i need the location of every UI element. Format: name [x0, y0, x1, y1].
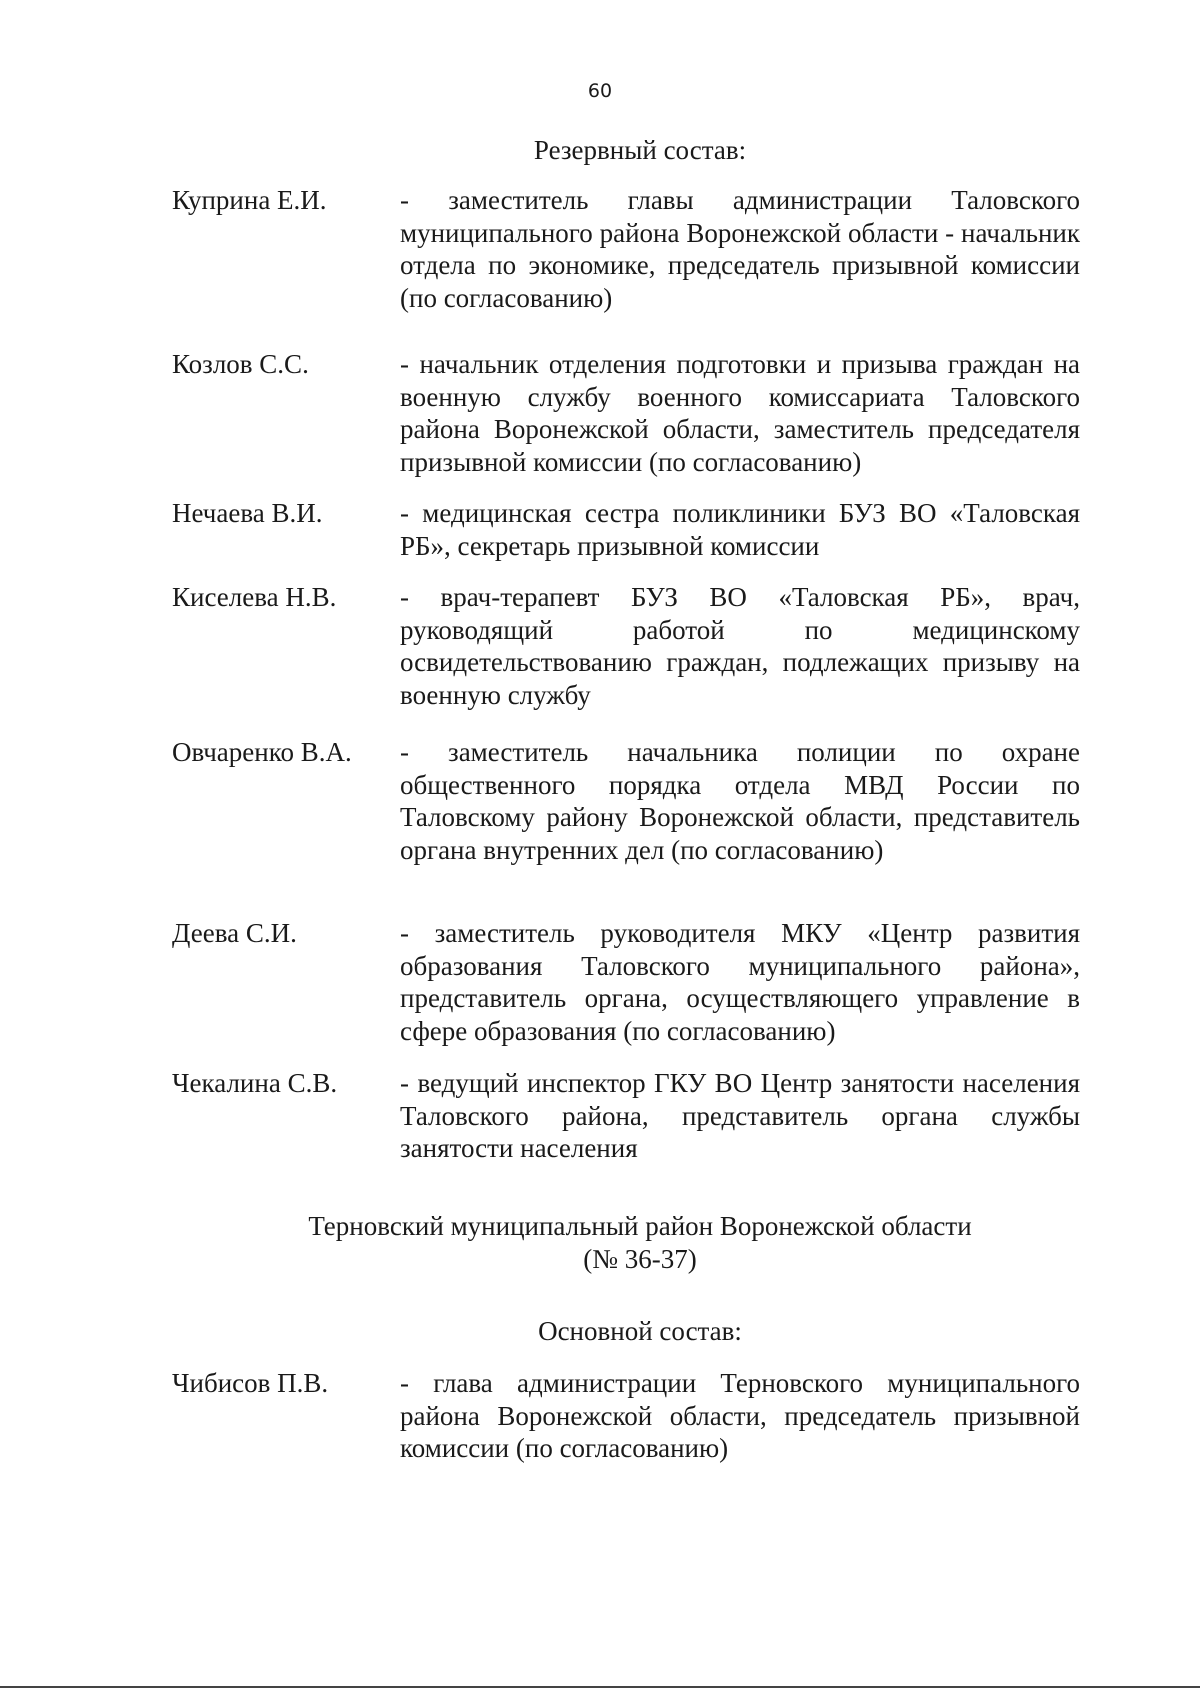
- member-entry: [172, 184, 1080, 314]
- member-role: - глава администрации Терновского муниципального района Воронежской области, председатель призывной комиссии (по согласованию): [400, 1368, 1080, 1463]
- bottom-divider: [0, 1686, 1200, 1688]
- member-name: Нечаева В.И.: [172, 498, 323, 528]
- district-number: (№ 36-37): [583, 1244, 697, 1274]
- member-role: - заместитель руководителя МКУ «Центр развития образования Таловского муниципального района», представитель органа, осуществляющего управление в сфере образования (по согласованию): [400, 918, 1080, 1046]
- member-name: Куприна Е.И.: [172, 185, 327, 215]
- member-entry: [172, 1367, 1080, 1465]
- member-name: Овчаренко В.А.: [172, 737, 352, 767]
- member-entry: [172, 917, 1080, 1047]
- member-name: Козлов С.С.: [172, 349, 309, 379]
- member-role: - врач-терапевт БУЗ ВО «Таловская РБ», врач, руководящий работой по медицинскому освидетельствованию граждан, подлежащих призыву на военную службу: [400, 582, 1080, 710]
- member-role: - ведущий инспектор ГКУ ВО Центр занятости населения Таловского района, представитель органа службы занятости населения: [400, 1068, 1080, 1163]
- district-title: Терновский муниципальный район Воронежской области: [308, 1211, 972, 1241]
- member-name: Киселева Н.В.: [172, 582, 337, 612]
- section-heading-reserve: Резервный состав:: [533, 135, 747, 165]
- member-entry: [172, 497, 1080, 562]
- member-name: Чекалина С.В.: [172, 1068, 338, 1098]
- member-name: Чибисов П.В.: [172, 1368, 329, 1398]
- section-heading-main: Основной состав:: [538, 1316, 742, 1346]
- page-number: 60: [587, 80, 613, 102]
- member-role: - начальник отделения подготовки и призыва граждан на военную службу военного комиссариата Таловского района Воронежской области, заместитель председателя призывной комиссии (по согласованию): [400, 349, 1080, 477]
- member-entry: [172, 736, 1080, 866]
- member-entry: [172, 348, 1080, 478]
- member-role: - медицинская сестра поликлиники БУЗ ВО «Таловская РБ», секретарь призывной комиссии: [400, 498, 1080, 561]
- member-role: - заместитель начальника полиции по охране общественного порядка отдела МВД России по Таловскому району Воронежской области, представитель органа внутренних дел (по согласованию): [400, 737, 1080, 865]
- member-entry: [172, 1067, 1080, 1165]
- member-name: Деева С.И.: [172, 918, 297, 948]
- member-entry: [172, 581, 1080, 711]
- member-role: - заместитель главы администрации Таловского муниципального района Воронежской области - начальник отдела по экономике, председатель призывной комиссии (по согласованию): [400, 185, 1080, 313]
